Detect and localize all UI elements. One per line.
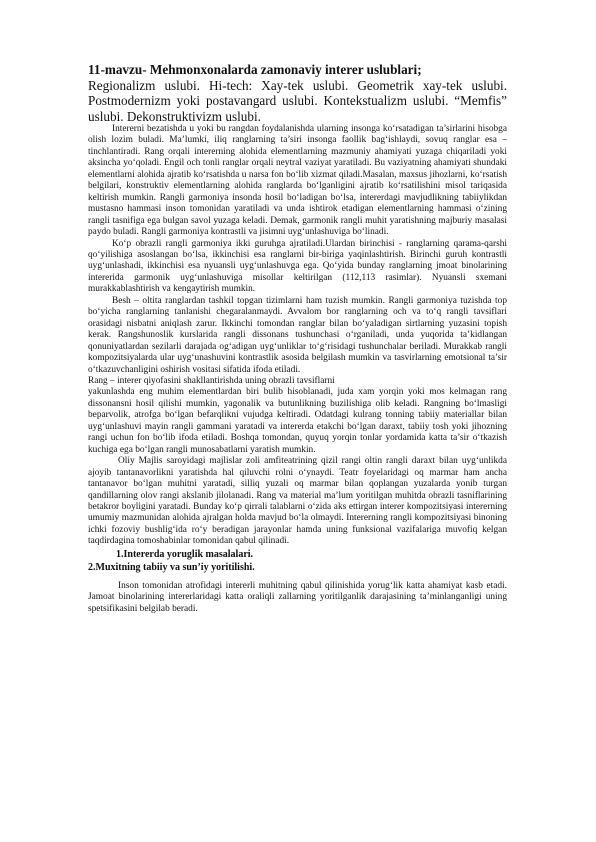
paragraph-2: Ko‘p obrazli rangli garmoniya ikki guruhga ajratiladi.Ulardan birinchisi - ranglarning qarama-qarshi qo‘yilishiga asoslangan bo‘lsa, ikkinchisi esa ranglarni bir-biriga yaqinlashtirish. Birinchi guruh kontrastli uyg‘unlashadi, ikkinchisi esa nyuansli uyg‘unlashuvga ega. Qo‘yida bunday ranglarning jmoat binolarining intererida garmonik uyg‘unlashuviga misollar keltirilgan (112,113 rasimlar). Nyuansli sxemani murakkablashtirish va kengaytirish mumkin.: [88, 238, 507, 295]
section-heading-2: 2.Muxitning tabiiy va sun’iy yoritilishi.: [88, 561, 255, 573]
paragraph-6: Oliy Majlis saroyidagi majlislar zoli amfiteatrining qizil rangi oltin rangli daraxt bilan uyg‘unlikda ajoyib tantanavorlikni yaratishda hal qiluvchi rolni o‘ynaydi. Teatr foyelaridagi oq marmar ham ancha tantanavor bo‘lgan muhitni yaratadi, silliq yuzali oq marmar bilan qoplangan yuzalarda yonib turgan qandillarning olov rangi akslanib jilolanadi. Rang va material ma’lum yoritilgan muhitda obrazli tasniflarining betakror boyligini yaratadi. Bunday ko‘p qirrali talablarni o‘zida aks ettirgan interer kompozitsiyasi intererning umumiy mazmunidan alohida ajralgan holda mavjud bo‘la olmaydi. Intererning rangli kompozitsiyasi binoning ichki fozoviy bushlig‘ida ro‘y beradigan jarayonlar hamda uning funksional vazifalariga muvofiq kelgan taqdirdagina tomoshabinlar tomonidan qabul qilinadi.: [88, 456, 507, 547]
lecture-subtitle: Regionalizm uslubi. Hi-tech: Xay-tek uslubi. Geometrik xay-tek uslubi. Postmodernizm yoki postavangard uslubi. Kontekstualizm uslubi. “Memfis” uslubi. Dekonstruktivizm uslubi.: [88, 77, 507, 124]
spacer: [88, 574, 507, 581]
document-page: [88, 62, 507, 615]
section-heading-1: 1.Intererda yoruglik masalalari.: [116, 548, 254, 560]
paragraph-1: Intererni bezatishda u yoki bu rangdan foydalanishda ularning insonga ko‘rsatadigan ta’sirlarini hisobga olish lozim buladi. Ma’lumki, iliq ranglarning ta’siri insonga faollik bag‘ishlaydi, sovuq ranglar esa – tinchlantiradi. Rang orqali intererning alohida elementlarning mazmuniy ahamiyati yuzaga chiqariladi yoki aksincha yo‘qoladi. Engil och tonli ranglar orqali neytral vaziyat yaratiladi. Bu vaziyatning ahamiyati shundaki elementlarni alohida ajratib ko‘rsatishda u narsa fon bo‘lib xizmat qiladi.Masalan, maxsus jihozlarni, ko‘rsatish belgilari, konstruktiv elementlarning alohida ranglarda bo‘lganligini ajratib ko‘rsatilishini misol tariqasida keltirish mumkin. Rangli garmoniya insonda hosil bo‘ladigan bo‘lsa, intererdagi mavjudlikning tabiiylikdan mustasno hammasi inson tomonidan yaratiladi va undа ishtirok etadigan elementlarning hammasi o‘zining rangli tasnifiga ega bulgan savol yuzaga keladi. Demak, garmonik rangli muhit yaratishning majburiy masalasi paydo buladi. Rangli garmoniya kontrastli va jisimni uyg‘unlashuviga bo‘linadi.: [88, 124, 507, 238]
lecture-title: 11-mavzu- Mehmonxonalarda zamonaviy interer uslublari;: [88, 62, 422, 77]
paragraph-4: Rang – interer qiyofasini shakllantirishda uning obrazli tavsiflarni: [88, 375, 335, 386]
paragraph-3: Besh – oltita ranglardan tashkil topgan tizimlarni ham tuzish mumkin. Rangli garmoniya tuzishda top bo‘yicha ranglarning tanlanishi chegaralanmaydi. Avvalom bor ranglarning och va to‘q rangli tavsiflari orasidagi nisbatni aniqlash zarur. Ikkinchi tomondan ranglar bilan bo‘yaladigan sirtlarning yuzasini topish kerak. Rangshunoslik kurslarida rangli dissonans tushunchasi o‘rganiladi, unda yuqorida ta’kidlangan qonuniyatlardan sezilarli darajada og‘adigan uyg‘unliklar to‘g‘risidagi tushunchalar beriladi. Murakkab rangli kompozitsiyalarda ular uyg‘unashuvini kontrastlik asosida belgilash mumkin va tasvirlarning emotsional ta’sir o‘tkazuvchanligini oshirish vositasi sifatida ifoda etiladi.: [88, 295, 507, 375]
paragraph-5: yakunlashda eng muhim elementlardan biri bulib hisoblanadi, juda xam yorqin yoki mos kelmagan rang dissonansni hosil qilishi mumkin, yagonalik va butunlikning buzilishiga olib keladi. Rangning bo‘lmasligi beparvolik, atrofga bo‘lgan befarqlikni vujudga keltiradi. Odatdagi kulrang tonning tabiiy materiallar bilan uyg‘unlashuvi mayin rangli gammani yaratadi va intererda etakchi bo‘lgan daraxt, tabiiy tosh yoki jihozning rangi uchun fon bo‘lib ifoda etiladi. Boshqa tomondan, quyuq yorqin tonlar yordamida katta ta’sir o‘tkazish kuchiga ega bo‘lgan rangli munosabatlarni yaratish mumkin.: [88, 387, 507, 455]
paragraph-final: Inson tomonidan atrofidagi intererli muhitning qabul qilinishida yorug‘lik katta ahamiyat kasb etadi. Jamoat binolarining intererlaridagi katta oraliqli zallarning yoritilganlik darajasining ta’minlanganligi uning spetsifikasini belgilab beradi.: [88, 580, 507, 614]
